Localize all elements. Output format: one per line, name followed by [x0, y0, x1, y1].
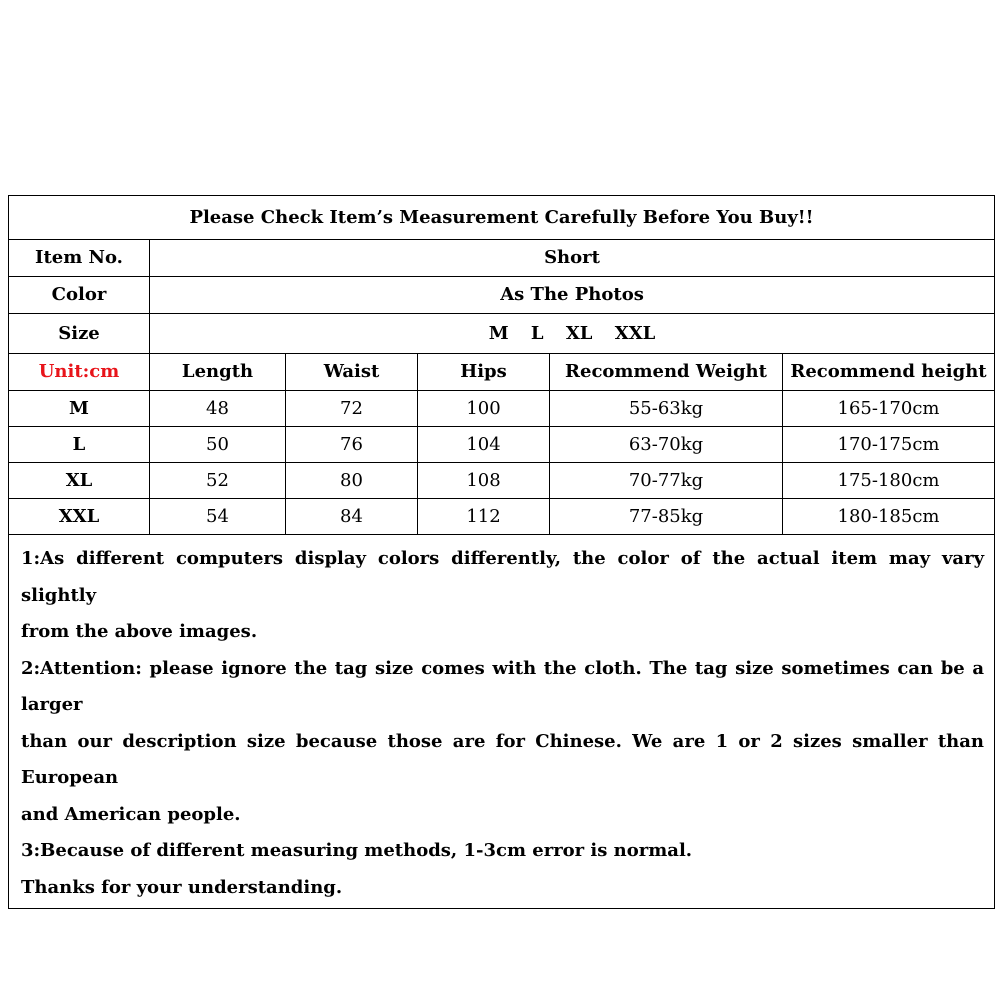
chart-title: Please Check Item’s Measurement Carefully Before You Buy!!	[9, 196, 995, 240]
row-size: XXL	[9, 499, 150, 535]
cell-waist: 72	[286, 391, 418, 427]
size-chart-table	[8, 195, 995, 909]
cell-length: 48	[150, 391, 286, 427]
cell-recommend-weight: 63-70kg	[550, 427, 783, 463]
column-header-hips: Hips	[418, 354, 550, 391]
cell-recommend-height: 180-185cm	[783, 499, 995, 535]
cell-recommend-weight: 70-77kg	[550, 463, 783, 499]
item-no-value: Short	[150, 240, 995, 277]
cell-waist: 84	[286, 499, 418, 535]
cell-hips: 108	[418, 463, 550, 499]
cell-waist: 76	[286, 427, 418, 463]
unit-label: Unit:cm	[9, 354, 150, 391]
note-line: 1:As different computers display colors differently, the color of the actual item may vary slightly	[21, 548, 985, 606]
size-option: XL	[565, 322, 593, 344]
note-line: 2:Attention: please ignore the tag size comes with the cloth. The tag size sometimes can be a larger	[21, 657, 985, 715]
column-header-waist: Waist	[286, 354, 418, 391]
note-line: from the above images.	[21, 621, 258, 642]
cell-recommend-height: 165-170cm	[783, 391, 995, 427]
column-header-recommend-weight: Recommend Weight	[550, 354, 783, 391]
cell-length: 50	[150, 427, 286, 463]
cell-recommend-weight: 77-85kg	[550, 499, 783, 535]
cell-hips: 112	[418, 499, 550, 535]
note-line: than our description size because those are for Chinese. We are 1 or 2 sizes smaller than European	[21, 730, 985, 788]
column-header-length: Length	[150, 354, 286, 391]
size-label: Size	[9, 314, 150, 354]
size-values	[150, 314, 995, 354]
row-size: M	[9, 391, 150, 427]
color-value: As The Photos	[150, 277, 995, 314]
table-row	[9, 391, 995, 427]
table-row	[9, 427, 995, 463]
cell-hips: 100	[418, 391, 550, 427]
row-size: L	[9, 427, 150, 463]
cell-recommend-height: 175-180cm	[783, 463, 995, 499]
size-option: XXL	[614, 322, 656, 344]
note-line: 3:Because of different measuring methods, 1-3cm error is normal.	[21, 840, 693, 861]
color-label: Color	[9, 277, 150, 314]
cell-length: 54	[150, 499, 286, 535]
size-option: L	[530, 322, 544, 344]
size-option: M	[488, 322, 509, 344]
row-size: XL	[9, 463, 150, 499]
table-row	[9, 463, 995, 499]
note-line: and American people.	[21, 803, 241, 825]
cell-recommend-height: 170-175cm	[783, 427, 995, 463]
column-header-recommend-height: Recommend height	[783, 354, 995, 391]
item-no-label: Item No.	[9, 240, 150, 277]
cell-hips: 104	[418, 427, 550, 463]
cell-recommend-weight: 55-63kg	[550, 391, 783, 427]
cell-length: 52	[150, 463, 286, 499]
note-line: Thanks for your understanding.	[21, 876, 343, 898]
table-row	[9, 499, 995, 535]
cell-waist: 80	[286, 463, 418, 499]
notes-section	[9, 535, 995, 909]
